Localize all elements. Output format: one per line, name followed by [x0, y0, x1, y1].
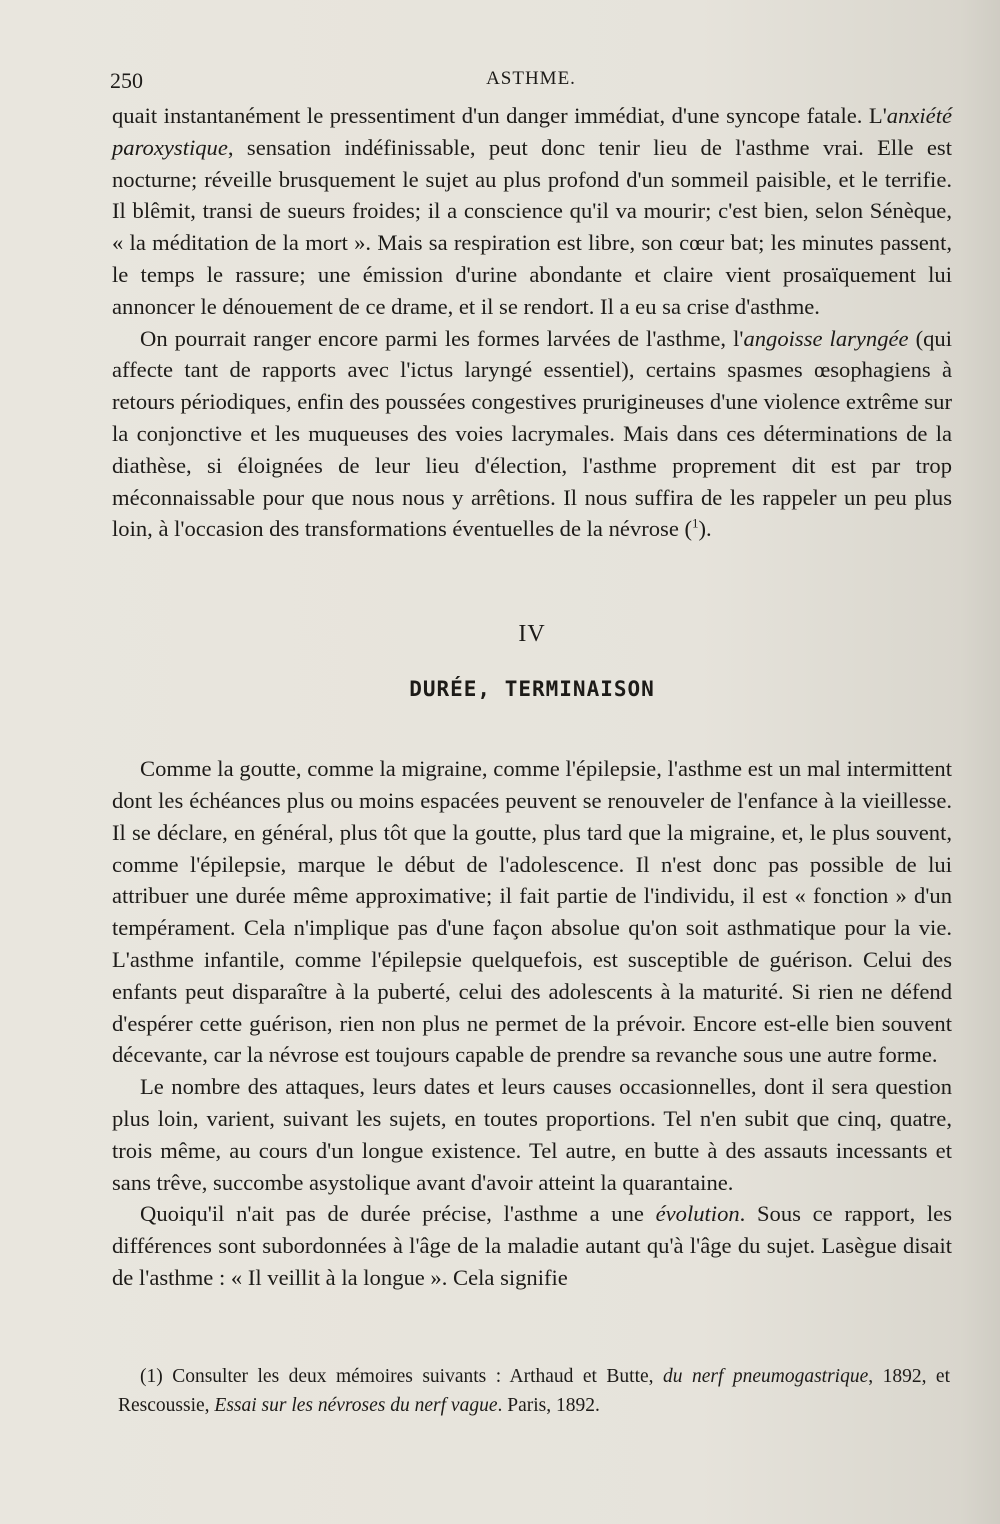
paragraph-2-italic: angoisse laryngée [743, 325, 909, 351]
footnote-text-b: , 1892, et Rescoussie, [118, 1366, 950, 1416]
paragraph-1-text-a: quait instantanément le pressentiment d'un danger immédiat, d'une syncope fatale. L' [112, 103, 887, 128]
paragraph-3: Comme la goutte, comme la migraine, comme l'épilepsie, l'asthme est un mal intermittent dont les échéances plus ou moins espacées peuvent se renouveler de l'enfance à la vieillesse. Il se déclare, en général, plus tôt que la goutte, plus tard que la migraine, et, le plus souvent, comme l'épilepsie, marque le début de l'adolescence. Il n'est donc pas possible de lui attribuer une durée même approximative; il fait partie de l'individu, il est « fonction » d'un tempérament. Cela n'implique pas d'une façon absolue qu'on soit asthmatique pour la vie. L'asthme infantile, comme l'épilepsie quelquefois, est susceptible de guérison. Celui des enfants peut disparaître à la puberté, celui des adolescents à la maturité. Si rien ne défend d'espérer cette guérison, rien non plus ne permet de la prévoir. Encore est-elle bien souvent décevante, car la névrose est toujours capable de prendre sa revanche sous une autre forme. [112, 756, 952, 1068]
paragraph-2-text-b: (qui affecte tant de rapports avec l'ictus laryngé essentiel), certains spasmes œsophagiens à retours périodiques, enfin des poussées congestives prurigineuses d'une violence extrême sur la conjonctive et les muqueuses des voies lacrymales. Mais dans ces déterminations de la diathèse, si éloignées de leur lieu d'élection, l'asthme proprement dit est par trop méconnaissable pour que nous nous y arrêtions. Il nous suffira de les rappeler un peu plus loin, à l'occasion des transformations éventuelles de la névrose ( [112, 325, 953, 542]
footnote-marker: (1) [140, 1366, 163, 1387]
footnote-text-c: . Paris, 1892. [497, 1395, 600, 1416]
footnote-italic-2: Essai sur les névroses du nerf vague [214, 1395, 498, 1416]
paragraph-2-text-c: ). [698, 516, 712, 542]
paragraph-5-text-b: . Sous ce rapport, les différences sont subordonnées à l'âge de la maladie autant qu'à l'âge du sujet. Lasègue disait de l'asthme : « Il veillit à la longue ». Cela signifie [112, 1201, 952, 1290]
section-title: DURÉE, TERMINAISON [409, 677, 655, 702]
footnote-text-a: Consulter les deux mémoires suivants : Arthaud et Butte, [162, 1366, 663, 1387]
paragraph-1-text-b: , sensation indéfinissable, peut donc tenir lieu de l'asthme vrai. Elle est nocturne; réveille brusquement le sujet au plus profond d'un sommeil paisible, et le terrifie. Il blêmit, transi de sueurs froides; il a conscience qu'il va mourir; c'est bien, selon Sénèque, « la méditation de la mort ». Mais sa respiration est libre, son cœur bat; les minutes passent, le temps le rassure; une émission d'urine abondante et claire vient prosaïquement lui annoncer le dénouement de ce drame, et il se rendort. Il a eu sa crise d'asthme. [112, 134, 952, 319]
paragraph-5-text-a: Quoiqu'il n'ait pas de durée précise, l'asthme a une [140, 1201, 656, 1227]
footnote [118, 1362, 950, 1420]
page-number: 250 [110, 68, 143, 93]
section-number: IV [518, 621, 546, 648]
footnote-italic-1: du nerf pneumogastrique [663, 1366, 869, 1387]
paragraph-2 [112, 323, 952, 546]
paragraph-1-italic: anxiété paroxystique [112, 103, 952, 160]
paragraph-1 [112, 100, 952, 323]
paragraph-5 [112, 1198, 952, 1293]
body-text [112, 100, 952, 1294]
page-header [110, 68, 952, 98]
footnote-reference: 1 [692, 515, 699, 531]
paragraph-2-text-a: On pourrait ranger encore parmi les formes larvées de l'asthme, l' [140, 325, 744, 351]
paragraph-4: Le nombre des attaques, leurs dates et leurs causes occasionnelles, dont il sera question plus loin, varient, suivant les sujets, en toutes proportions. Tel n'en subit que cinq, quatre, trois même, au cours d'un longue existence. Tel autre, en butte à des assauts incessants et sans trêve, succombe asystolique avant d'avoir atteint la quarantaine. [112, 1074, 952, 1195]
running-title: ASTHME. [486, 68, 576, 89]
paragraph-5-italic: évolution [655, 1201, 740, 1227]
